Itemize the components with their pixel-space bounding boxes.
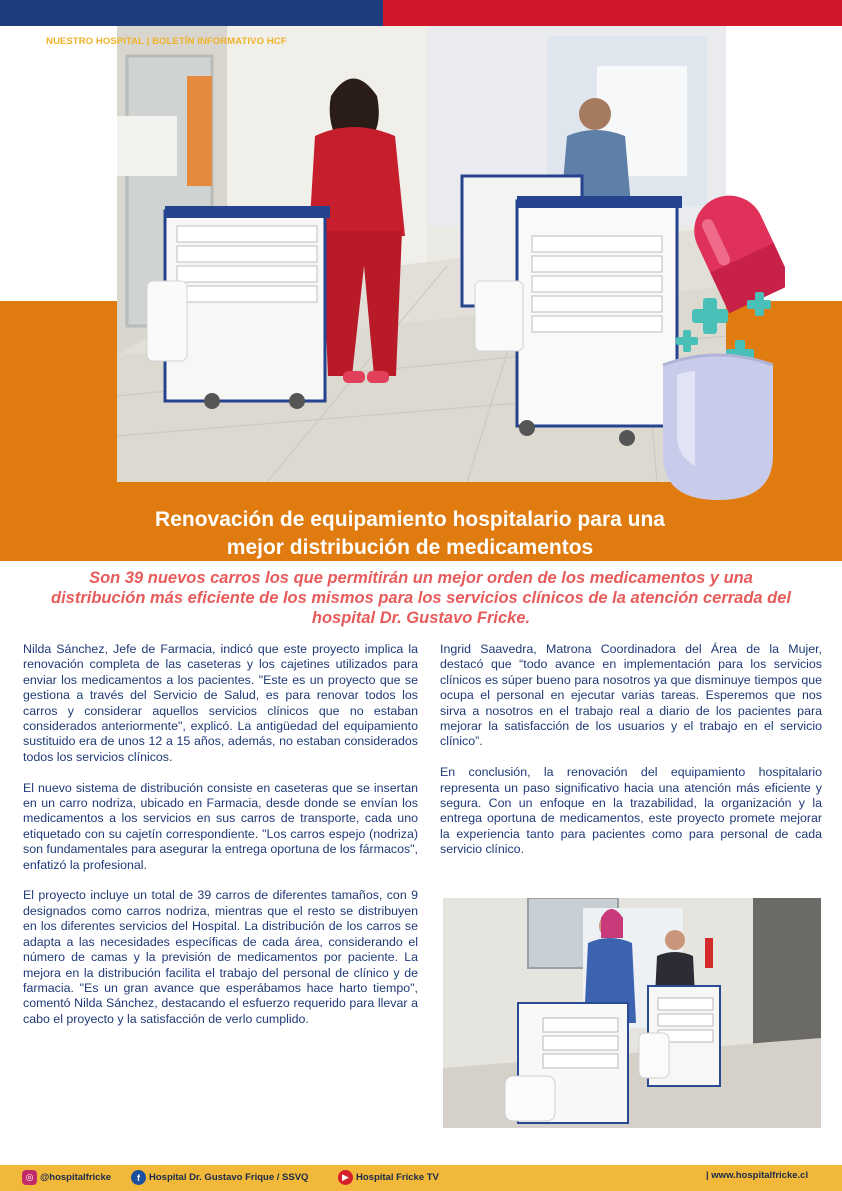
article-subtitle: Son 39 nuevos carros los que permitirán un mejor orden de los medicamentos y una distribución más eficiente de los mismos para los servicios clínicos de la atención cerrada del hospital Dr. Gustavo Fricke. — [50, 569, 792, 627]
paragraph: Nilda Sánchez, Jefe de Farmacia, indicó que este proyecto implica la renovación completa de las caseteras y los cajetines utilizados para enviar los medicamentos a los pacientes. "Este es un proyecto que se gestiona a través del Servicio de Salud, es para renovar todos los carros y considerar aquellos servicios clínicos que no estaban considerados anteriormente", explicó. La antigüedad del equipamiento sustituido era de unos 12 a 15 años, además, no estaban considerados todos los servicios clínicos. — [23, 642, 418, 764]
paragraph: El nuevo sistema de distribución consiste en caseteras que se insertan en un carro nodriza, ubicado en Farmacia, desde donde se envían los medicamentos a los servicios en sus carros de transporte, cada uno etiquetado con su cajetín correspondiente. "Los carros espejo (nodriza) son fundamentales para asegurar la entrega oportuna de los fármacos", enfatizó la profesional. — [23, 780, 418, 872]
footer-bar — [0, 1165, 842, 1191]
footer-website[interactable] — [706, 1170, 808, 1181]
pill-capsule-graphic — [655, 180, 785, 510]
headline-line-2: mejor distribución de medicamentos — [226, 536, 594, 559]
headline-line-1: Renovación de equipamiento hospitalario para una — [155, 508, 665, 531]
article-column-right — [440, 642, 822, 873]
secondary-photo — [443, 898, 821, 1128]
facebook-icon: f — [131, 1170, 146, 1185]
facebook-page: Hospital Dr. Gustavo Frique / SSVQ — [149, 1172, 309, 1183]
main-photo — [117, 26, 726, 482]
paragraph: El proyecto incluye un total de 39 carros de diferentes tamaños, con 9 designados como carros nodriza, mientras que el resto se distribuyen en los diferentes servicios del Hospital. La distribución de los carros se adapta a las necesidades específicas de cada área, considerando el número de camas y la previsión de medicamentos por paciente. La mejora en la distribución facilita el trabajo del personal de clínico y de farmacia. "Es un gran avance que esperábamos hace harto tiempo", comentó Nilda Sánchez, destacando el esfuerzo requerido para llevar a cabo el proyecto y la satisfacción de verlo cumplido. — [23, 888, 418, 1026]
article-headline — [60, 506, 760, 562]
section-kicker: NUESTRO HOSPITAL | BOLETÍN INFORMATIVO HCF — [46, 36, 287, 47]
instagram-handle: @hospitalfricke — [40, 1172, 112, 1183]
staff-with-carts-illustration — [443, 898, 821, 1128]
header-bar-red — [383, 0, 842, 26]
article-column-left — [23, 642, 418, 1043]
youtube-channel: Hospital Fricke TV — [356, 1172, 439, 1183]
header-bar-blue — [0, 0, 383, 26]
website-link[interactable]: | www.hospitalfricke.cl — [706, 1170, 809, 1181]
paragraph: Ingrid Saavedra, Matrona Coordinadora del Área de la Mujer, destacó que “todo avance en implementación para los servicios clínicos es súper bueno para nosotros ya que disminuye tiempos que ocupa el personal en ejecutar varias tareas. Esperemos que nos sirva a nosotros en el trabajo real a diario de los pacientes para mejorar la satisfacción de los usuarios y el trabajo en el servicio clínico”. — [440, 642, 822, 749]
instagram-icon: ◎ — [22, 1170, 37, 1185]
paragraph: En conclusión, la renovación del equipamiento hospitalario representa un paso significativo hacia una atención más eficiente y segura. Con un enfoque en la trazabilidad, la organización y la entrega oportuna de medicamentos, este proyecto promete mejorar la experiencia tanto para pacientes como para personal de cada servicio clínico. — [440, 765, 822, 857]
footer-youtube[interactable] — [338, 1170, 439, 1185]
footer-instagram[interactable] — [22, 1170, 111, 1185]
carts-corridor-illustration — [117, 26, 726, 482]
youtube-icon: ▶ — [338, 1170, 353, 1185]
footer-facebook[interactable] — [131, 1170, 308, 1185]
